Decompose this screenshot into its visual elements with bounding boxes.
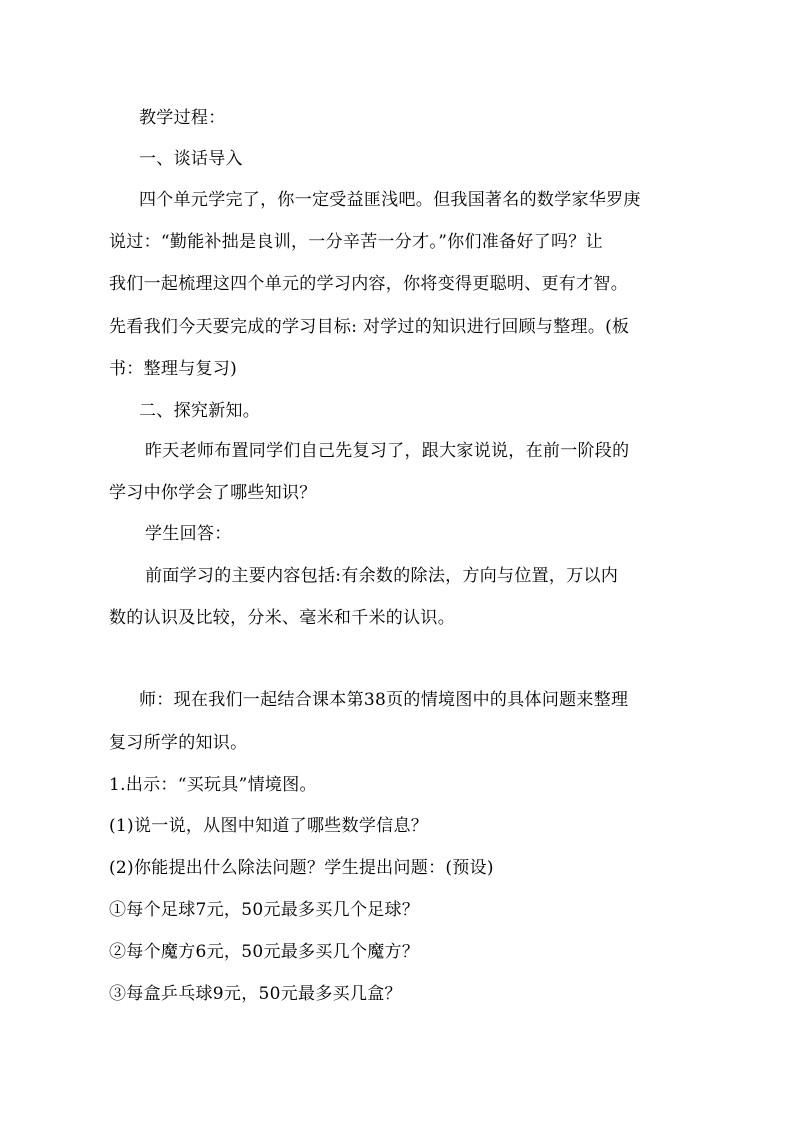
item1-sub2: (2)你能提出什么除法问题？学生提出问题：(预设) — [109, 858, 494, 878]
section2-title: 二、探究新知。 — [139, 401, 261, 421]
student-answer-line: 数的认识及比较，分米、毫米和千米的认识。 — [109, 608, 455, 628]
problem-item: ①每个足球7元，50元最多买几个足球？ — [109, 900, 420, 920]
section1-title: 一、谈话导入 — [139, 149, 243, 169]
section1-paragraph-line: 四个单元学完了，你一定受益匪浅吧。但我国著名的数学家华罗庚 — [139, 190, 641, 210]
student-answer-label: 学生回答： — [145, 524, 232, 544]
item1-title: 1.出示：“买玩具”情境图。 — [109, 775, 317, 795]
item1-sub1: (1)说一说，从图中知道了哪些数学信息？ — [109, 816, 429, 836]
section1-paragraph-line: 我们一起梳理这四个单元的学习内容，你将变得更聪明、更有才智。 — [109, 274, 628, 294]
section1-paragraph-line: 书：整理与复习) — [109, 359, 238, 379]
section1-paragraph-line: 先看我们今天要完成的学习目标: 对学过的知识进行回顾与整理。(板 — [109, 317, 630, 337]
problem-item: ③每盒乒乓球9元，50元最多买几盒？ — [109, 984, 402, 1004]
section1-paragraph-line: 说过：“勤能补拙是良训，一分辛苦一分才。”你们准备好了吗？让 — [109, 232, 603, 252]
lesson-process-heading: 教学过程： — [139, 108, 226, 128]
teacher-line: 复习所学的知识。 — [109, 733, 248, 753]
section2-question-line: 学习中你学会了哪些知识？ — [109, 483, 317, 503]
student-answer-line: 前面学习的主要内容包括:有余数的除法，方向与位置，万以内 — [145, 566, 619, 586]
teacher-line: 师：现在我们一起结合课本第38页的情境图中的具体问题来整理 — [139, 690, 629, 710]
problem-item: ②每个魔方6元，50元最多买几个魔方？ — [109, 942, 420, 962]
section2-question-line: 昨天老师布置同学们自己先复习了，跟大家说说，在前一阶段的 — [145, 441, 630, 461]
